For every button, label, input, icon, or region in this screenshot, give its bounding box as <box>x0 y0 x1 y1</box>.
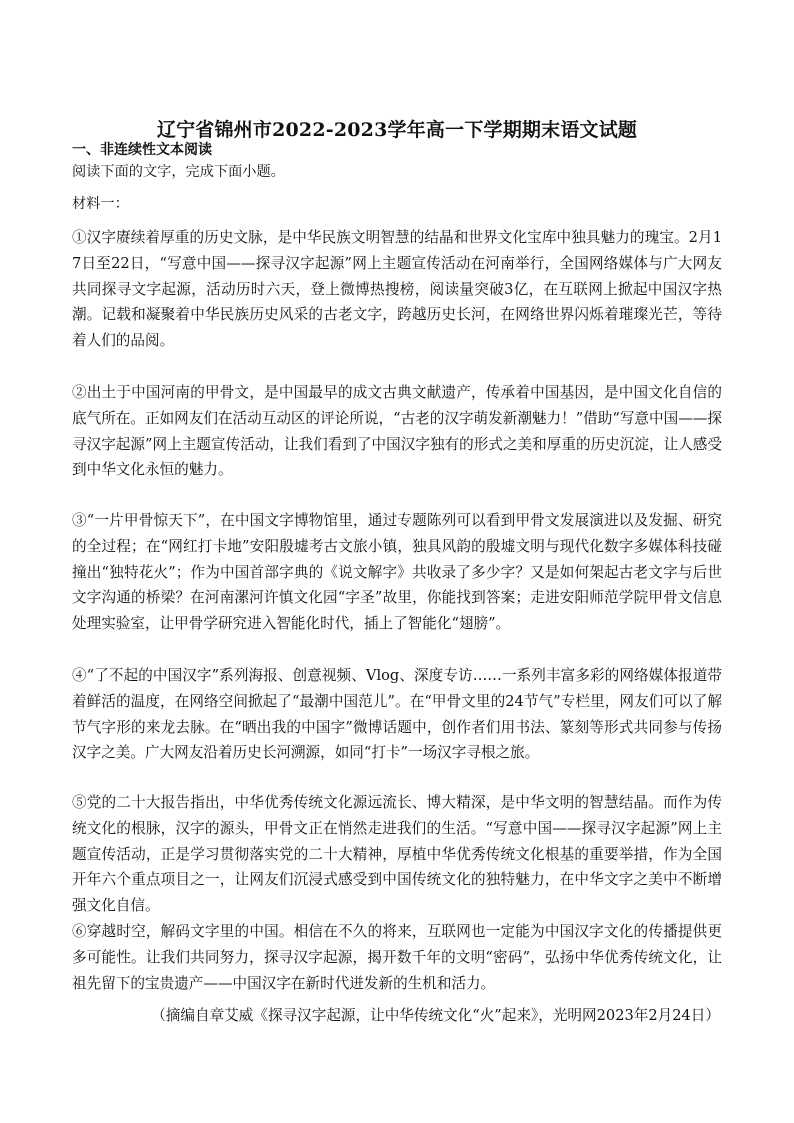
source-citation: （摘编自章艾威《探寻汉字起源，让中华传统文化“火”起来》，光明网2023年2月24日） <box>151 1007 720 1024</box>
article-paragraph-6: ⑥穿越时空，解码文字里的中国。相信在不久的将来，互联网也一定能为中国汉字文化的传播提供更多可能性。让我们共同努力，探寻汉字起源，揭开数千年的文明“密码”，弘扬中华优秀传统文化，让祖先留下的宝贵遗产——中国汉字在新时代迸发新的生机和活力。 <box>72 923 722 992</box>
article-paragraph-2: ②出土于中国河南的甲骨文，是中国最早的成文古典文献遗产，传承着中国基因，是中国文化自信的底气所在。正如网友们在活动互动区的评论所说，“古老的汉字萌发新潮魅力！”借助“写意中国——探寻汉字起源”网上主题宣传活动，让我们看到了中国汉字独有的形式之美和厚重的历史沉淀，让人感受到中华文化永恒的魅力。 <box>72 384 722 479</box>
article-paragraph-3: ③“一片甲骨惊天下”，在中国文字博物馆里，通过专题陈列可以看到甲骨文发展演进以及发掘、研究的全过程；在“网红打卡地”安阳殷墟考古文旅小镇，独具风韵的殷墟文明与现代化数字多媒体科技碰撞出“独特花火”；作为中国首部字典的《说文解字》共收录了多少字？又是如何架起古老文字与后世文字沟通的桥梁？在河南漯河许慎文化园“字圣”故里，你能找到答案；走进安阳师范学院甲骨文信息处理实验室，让甲骨学研究进入智能化时代，插上了智能化“翅膀”。 <box>72 512 722 633</box>
section-heading: 一、非连续性文本阅读 <box>72 142 212 158</box>
reading-instruction: 阅读下面的文字，完成下面小题。 <box>72 164 285 180</box>
document-title: 辽宁省锦州市2022-2023学年高一下学期期末语文试题 <box>156 118 638 141</box>
article-paragraph-5: ⑤党的二十大报告指出，中华优秀传统文化源远流长、博大精深，是中华文明的智慧结晶。而作为传统文化的根脉，汉字的源头，甲骨文正在悄然走进我们的生活。“写意中国——探寻汉字起源”网上主题宣传活动，正是学习贯彻落实党的二十大精神，厚植中华优秀传统文化根基的重要举措，作为全国开年六个重点项目之一，让网友们沉浸式感受到中国传统文化的独特魅力，在中华文字之美中不断增强文化自信。 <box>72 794 722 915</box>
article-paragraph-1: ①汉字赓续着厚重的历史文脉，是中华民族文明智慧的结晶和世界文化宝库中独具魅力的瑰宝。2月17日至22日，“写意中国——探寻汉字起源”网上主题宣传活动在河南举行，全国网络媒体与广大网友共同探寻文字起源，活动历时六天，登上微博热搜榜，阅读量突破3亿，在互联网上掀起中国汉字热潮。记载和凝聚着中华民族历史风采的古老文字，跨越历史长河，在网络世界闪烁着璀璨光芒，等待着人们的品阅。 <box>72 229 722 350</box>
material-label: 材料一： <box>72 196 129 212</box>
article-paragraph-4: ④“了不起的中国汉字”系列海报、创意视频、Vlog、深度专访……一系列丰富多彩的网络媒体报道带着鲜活的温度，在网络空间掀起了“最潮中国范儿”。在“甲骨文里的24节气”专栏里，网友们可以了解节气字形的来龙去脉。在“晒出我的中国字”微博话题中，创作者们用书法、篆刻等形式共同参与传扬汉字之美。广大网友沿着历史长河溯源，如同“打卡”一场汉字寻根之旅。 <box>72 667 722 762</box>
